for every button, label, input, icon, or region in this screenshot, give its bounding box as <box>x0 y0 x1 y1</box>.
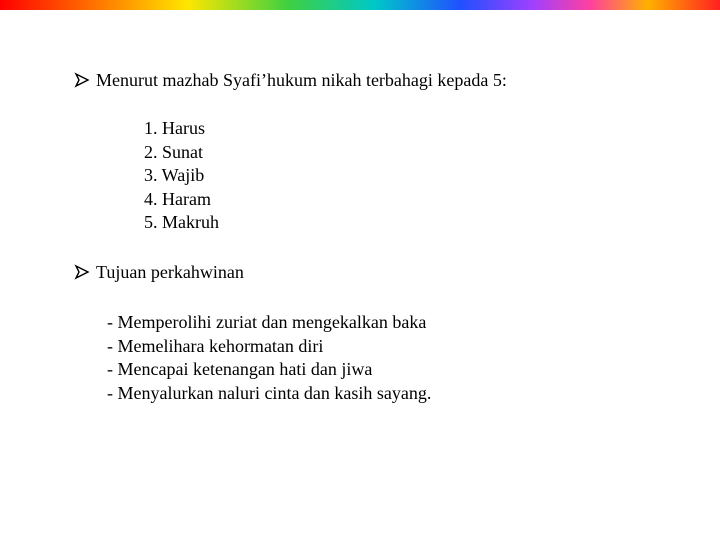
list-item: - Memelihara kehormatan diri <box>107 335 324 356</box>
hukum-list <box>144 117 219 235</box>
list-item: - Memperolihi zuriat dan mengekalkan baka <box>107 312 427 332</box>
list-item: 5. Makruh <box>144 212 219 232</box>
bullet-heading-tujuan <box>74 262 244 282</box>
arrow-bullet-icon <box>74 262 94 282</box>
list-item: - Mencapai ketenangan hati dan jiwa <box>107 359 373 379</box>
list-item: 2. Sunat <box>144 141 204 162</box>
list-item: 1. Harus <box>144 118 205 138</box>
heading-tujuan-text: Tujuan perkahwinan <box>96 262 244 282</box>
list-item: 3. Wajib <box>144 165 205 185</box>
bullet-heading-hukum <box>74 70 507 90</box>
list-item: 4. Haram <box>144 188 211 209</box>
list-item: - Menyalurkan naluri cinta dan kasih sayang. <box>107 382 432 403</box>
rainbow-header-bar <box>0 0 720 10</box>
heading-hukum-text: Menurut mazhab Syafi’hukum nikah terbahagi kepada 5: <box>96 70 507 90</box>
arrow-bullet-icon <box>74 70 94 90</box>
tujuan-list <box>107 311 431 405</box>
